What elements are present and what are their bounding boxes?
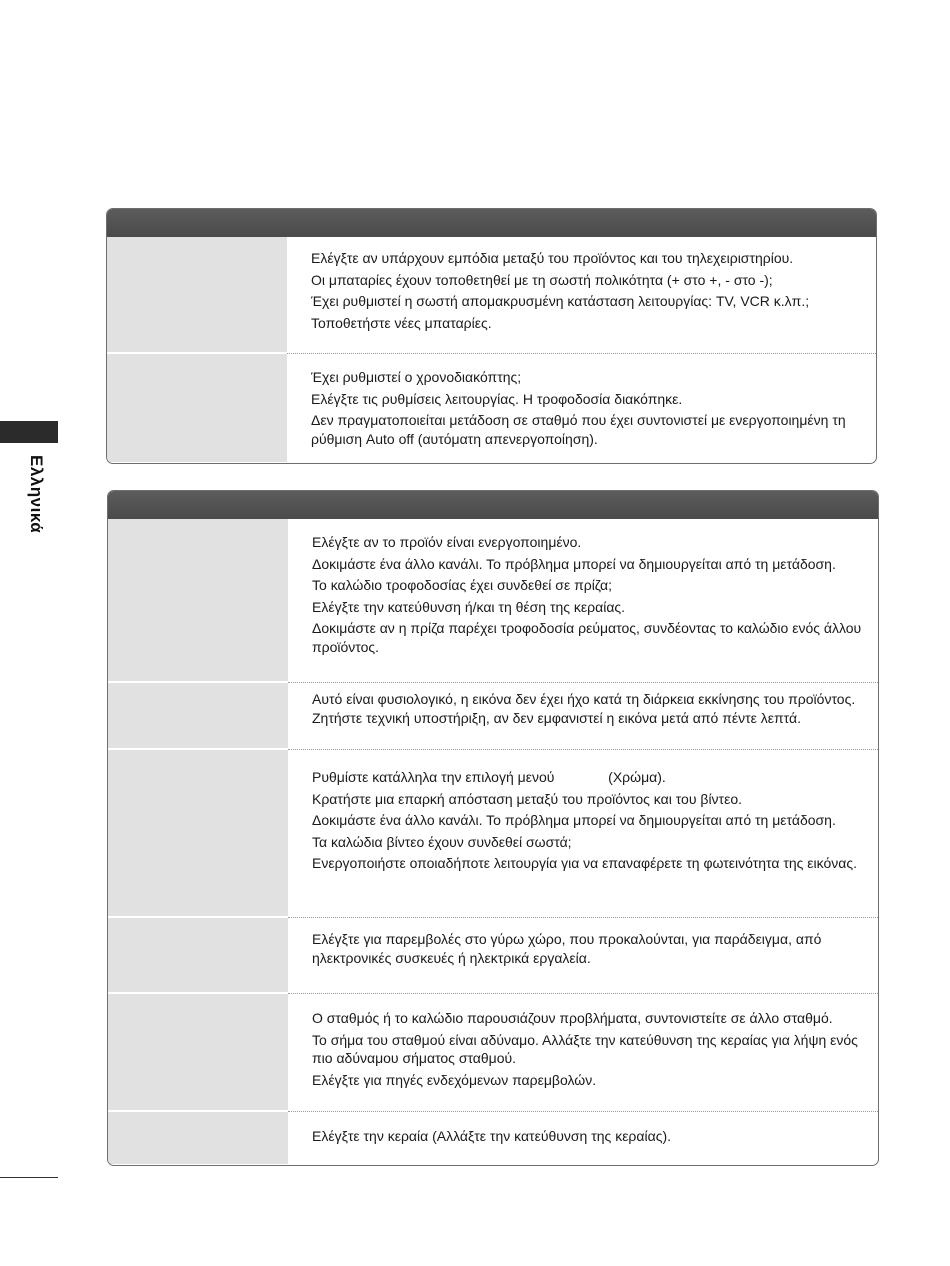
table-row bbox=[107, 237, 876, 354]
table-row bbox=[108, 918, 878, 994]
solution-line: Δεν πραγματοποιείται μετάδοση σε σταθμό που έχει συντονιστεί με ενεργοποιημένη τη ρύθμιση Auto off (αυτόματη απενεργοποίηση). bbox=[311, 412, 846, 447]
problem-cell bbox=[108, 918, 288, 994]
problem-cell bbox=[108, 1112, 288, 1164]
solution-line: Το σήμα του σταθμού είναι αδύναμο. Αλλάξτε την κατεύθυνση της κεραίας για λήψη ενός πιο αδύναμου σήματος σταθμού. bbox=[312, 1031, 858, 1067]
problem-cell bbox=[107, 237, 287, 354]
table-row bbox=[108, 750, 878, 918]
table-row bbox=[108, 683, 878, 750]
solution-cell bbox=[288, 1112, 878, 1164]
section-tab-marker bbox=[0, 421, 58, 443]
table-row bbox=[108, 519, 878, 683]
solution-line: Ελέγξτε αν υπάρχουν εμπόδια μεταξύ του προϊόντος και του τηλεχειριστηρίου. bbox=[311, 250, 794, 266]
menu-hint-text: Ρυθμίστε κατάλληλα την επιλογή μενού bbox=[312, 769, 555, 785]
solution-line: Ελέγξτε για πηγές ενδεχόμενων παρεμβολών. bbox=[312, 1071, 597, 1088]
problem-cell bbox=[108, 994, 288, 1112]
troubleshooting-table-remote bbox=[106, 208, 877, 464]
table-header bbox=[107, 209, 876, 237]
solution-cell bbox=[288, 750, 878, 918]
solution-line: Ελέγξτε για παρεμβολές στο γύρω χώρο, που προκαλούνται, για παράδειγμα, από ηλεκτρονικές συσκευές ή ηλεκτρικά εργαλεία. bbox=[312, 931, 822, 966]
menu-option-name: (Χρώμα). bbox=[608, 769, 666, 785]
troubleshooting-table-picture bbox=[107, 490, 879, 1166]
solution-line: Ελέγξτε τις ρυθμίσεις λειτουργίας. Η τροφοδοσία διακόπηκε. bbox=[311, 390, 683, 407]
solution-line: Τα καλώδια βίντεο έχουν συνδεθεί σωστά; bbox=[312, 833, 572, 850]
problem-cell bbox=[108, 519, 288, 683]
solution-line: Κρατήστε μια επαρκή απόσταση μεταξύ του προϊόντος και του βίντεο. bbox=[312, 790, 743, 807]
solution-line bbox=[312, 768, 864, 787]
solution-line: Οι μπαταρίες έχουν τοποθετηθεί με τη σωστή πολικότητα (+ στο +, - στο -); bbox=[311, 271, 773, 288]
table-row bbox=[108, 994, 878, 1112]
solution-line: Ενεργοποιήστε οποιαδήποτε λειτουργία για να επαναφέρετε τη φωτεινότητα της εικόνας. bbox=[312, 855, 858, 872]
solution-cell bbox=[288, 519, 878, 683]
solution-line: Ελέγξτε την κατεύθυνση ή/και τη θέση της κεραίας. bbox=[312, 598, 626, 615]
solution-line: Το καλώδιο τροφοδοσίας έχει συνδεθεί σε πρίζα; bbox=[312, 577, 613, 594]
problem-cell bbox=[107, 354, 287, 462]
solution-line: Αυτό είναι φυσιολογικό, η εικόνα δεν έχει ήχο κατά τη διάρκεια εκκίνησης του προϊόντος. Ζητήστε τεχνική υποστήριξη, αν δεν εμφανιστεί η εικόνα μετά από πέντε λεπτά. bbox=[312, 691, 856, 726]
solution-line: Έχει ρυθμιστεί ο χρονοδιακόπτης; bbox=[311, 369, 522, 385]
solution-line: Τοποθετήστε νέες μπαταρίες. bbox=[311, 314, 492, 331]
problem-cell bbox=[108, 750, 288, 918]
table-row bbox=[107, 354, 876, 462]
solution-cell bbox=[287, 354, 876, 462]
solution-line: Ελέγξτε την κεραία (Αλλάξτε την κατεύθυνση της κεραίας). bbox=[312, 1128, 671, 1144]
solution-line: Ελέγξτε αν το προϊόν είναι ενεργοποιημένο. bbox=[312, 534, 582, 550]
solution-cell bbox=[288, 918, 878, 994]
solution-line: Ο σταθμός ή το καλώδιο παρουσιάζουν προβλήματα, συντονιστείτε σε άλλο σταθμό. bbox=[312, 1010, 833, 1026]
footer-rule bbox=[0, 1177, 58, 1178]
table-row bbox=[108, 1112, 878, 1164]
solution-line: Δοκιμάστε ένα άλλο κανάλι. Το πρόβλημα μπορεί να δημιουργείται από τη μετάδοση. bbox=[312, 812, 836, 829]
solution-cell bbox=[287, 237, 876, 354]
table-header bbox=[108, 491, 878, 519]
solution-line: Δοκιμάστε ένα άλλο κανάλι. Το πρόβλημα μπορεί να δημιουργείται από τη μετάδοση. bbox=[312, 555, 836, 572]
problem-cell bbox=[108, 683, 288, 750]
language-label: Ελληνικά bbox=[27, 455, 46, 534]
solution-cell bbox=[288, 994, 878, 1112]
solution-line: Έχει ρυθμιστεί η σωστή απομακρυσμένη κατάσταση λειτουργίας: TV, VCR κ.λπ.; bbox=[311, 293, 810, 310]
solution-line: Δοκιμάστε αν η πρίζα παρέχει τροφοδοσία ρεύματος, συνδέοντας το καλώδιο ενός άλλου προϊόντος. bbox=[312, 620, 862, 655]
solution-cell bbox=[288, 683, 878, 750]
